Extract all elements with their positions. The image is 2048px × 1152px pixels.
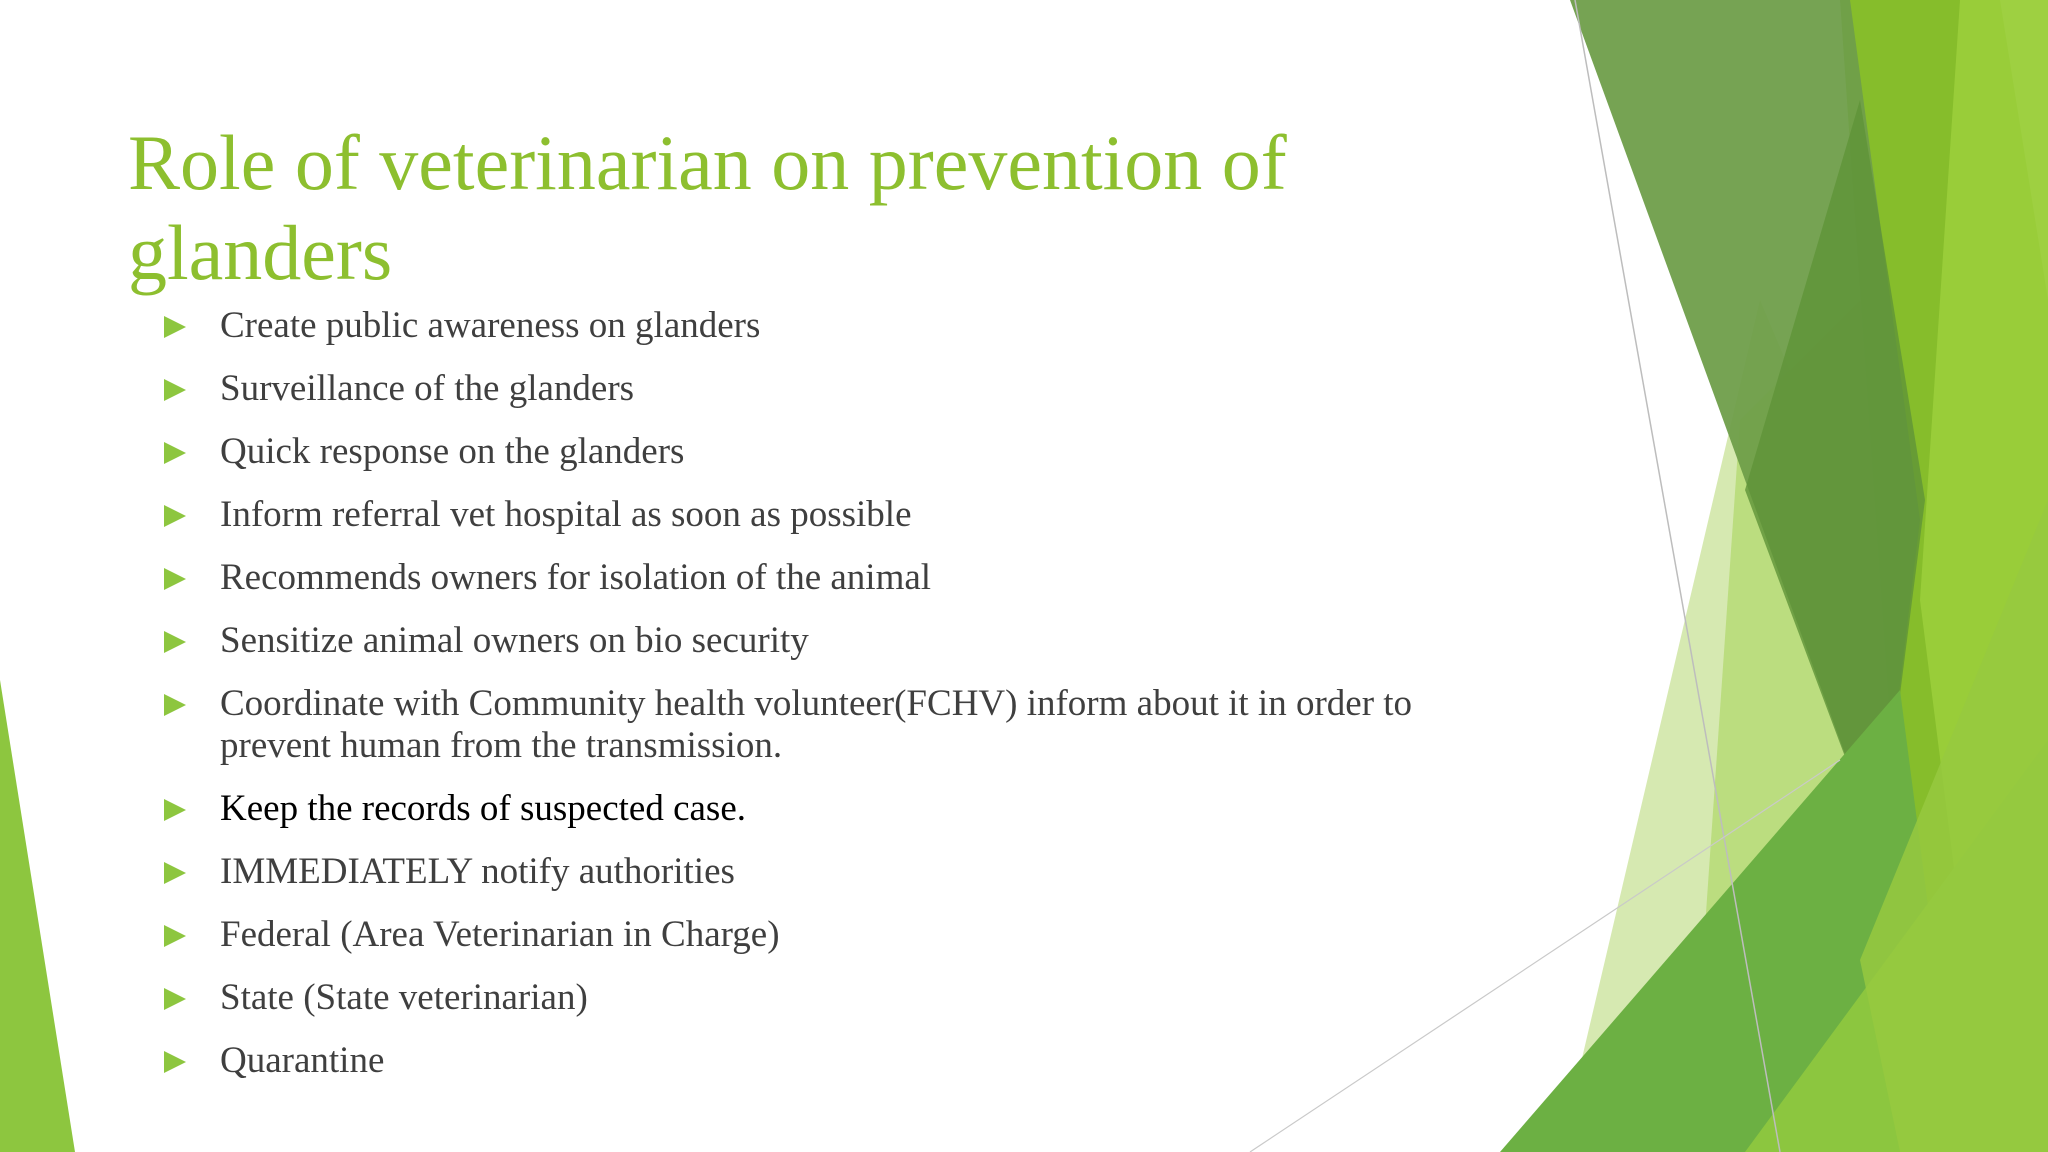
bullet-item — [160, 431, 1500, 473]
triangle-bullet-icon — [164, 988, 186, 1010]
bullet-text: Create public awareness on glanders — [220, 305, 761, 346]
bullet-text: IMMEDIATELY notify authorities — [220, 851, 735, 892]
triangle-bullet-icon — [164, 925, 186, 947]
triangle-bullet-icon — [164, 505, 186, 527]
bullet-item — [160, 557, 1500, 599]
left-accent-triangle — [0, 680, 75, 1152]
bullet-item — [160, 977, 1500, 1019]
bullet-item — [160, 1040, 1500, 1082]
bullet-item — [160, 620, 1500, 662]
bullet-text: Surveillance of the glanders — [220, 368, 635, 409]
bullet-text: State (State veterinarian) — [220, 977, 588, 1018]
triangle-bullet-icon — [164, 631, 186, 653]
bullet-text: Quarantine — [220, 1040, 385, 1081]
bullet-item — [160, 305, 1500, 347]
bullet-text: Federal (Area Veterinarian in Charge) — [220, 914, 780, 955]
bullet-list — [160, 305, 1500, 1103]
triangle-bullet-icon — [164, 379, 186, 401]
bullet-text: Keep the records of suspected case. — [220, 788, 746, 829]
bullet-text: Inform referral vet hospital as soon as possible — [220, 494, 912, 535]
bullet-item — [160, 788, 1500, 830]
bullet-text: Quick response on the glanders — [220, 431, 685, 472]
bullet-text: Recommends owners for isolation of the animal — [220, 557, 932, 598]
triangle-bullet-icon — [164, 568, 186, 590]
triangle-bullet-icon — [164, 1051, 186, 1073]
bullet-item — [160, 494, 1500, 536]
bullet-item — [160, 368, 1500, 410]
slide-title: Role of veterinarian on prevention of glanders — [128, 119, 1287, 296]
bullet-item — [160, 914, 1500, 956]
triangle-bullet-icon — [164, 799, 186, 821]
triangle-bullet-icon — [164, 442, 186, 464]
bullet-item — [160, 683, 1500, 767]
triangle-bullet-icon — [164, 862, 186, 884]
triangle-bullet-icon — [164, 316, 186, 338]
bullet-text: Coordinate with Community health volunteer(FCHV) inform about it in order to prevent human from the transmission. — [220, 683, 1413, 766]
triangle-bullet-icon — [164, 694, 186, 716]
bullet-text: Sensitize animal owners on bio security — [220, 620, 809, 661]
bullet-item — [160, 851, 1500, 893]
